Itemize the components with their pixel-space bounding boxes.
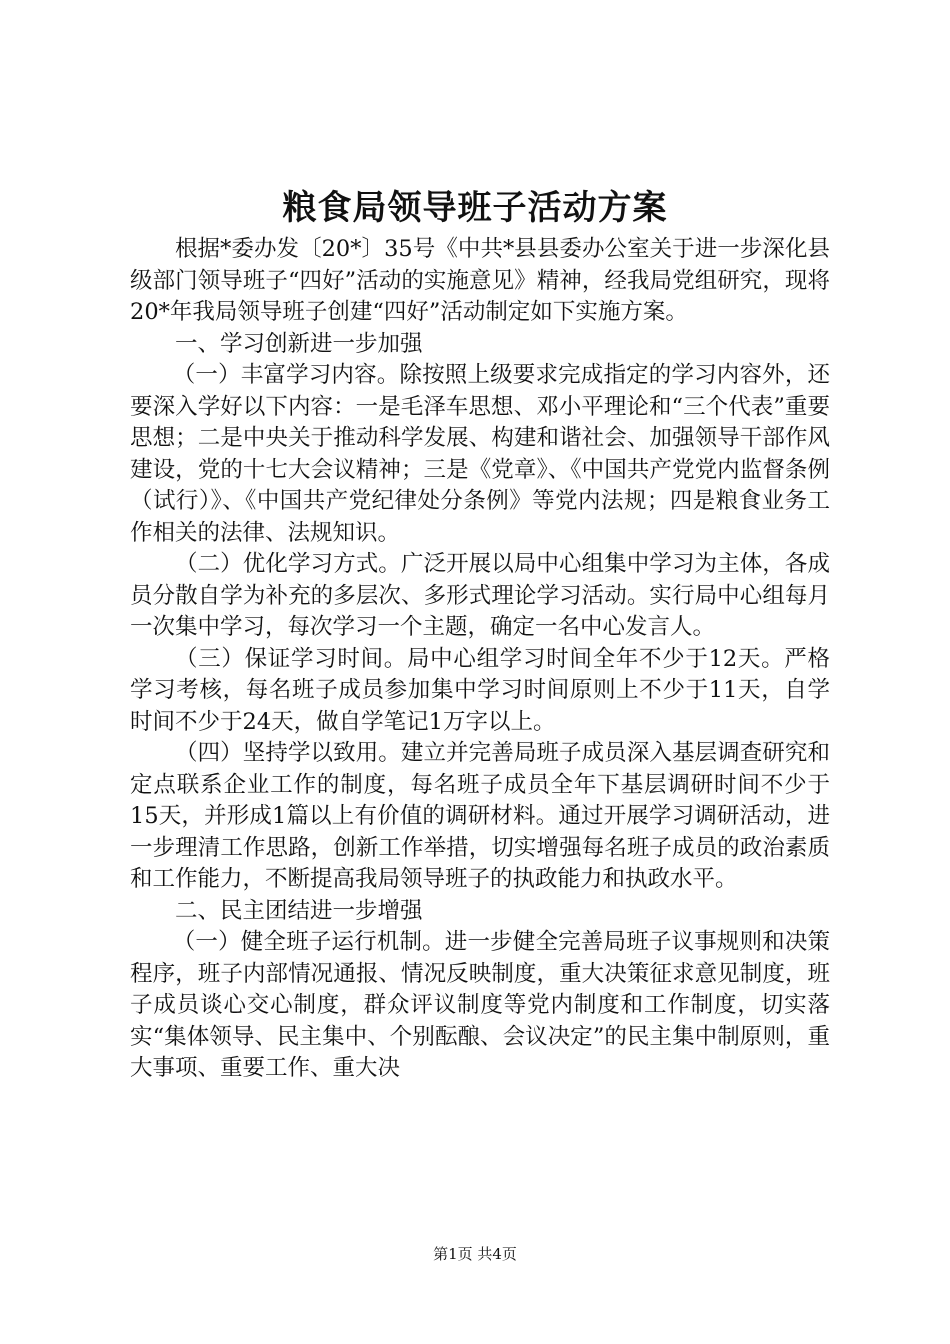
paragraph: 根据*委办发〔20*〕35号《中共*县县委办公室关于进一步深化县级部门领导班子“四好”活动的实施意见》精神，经我局党组研究，现将20*年我局领导班子创建“四好”活动制定如下实施方案。	[130, 236, 830, 325]
paragraph: （三）保证学习时间。局中心组学习时间全年不少于12天。严格学习考核，每名班子成员参加集中学习时间原则上不少于11天，自学时间不少于24天，做自学笔记1万字以上。	[130, 645, 830, 735]
page-footer: 第1页 共4页	[433, 1245, 517, 1263]
paragraph: （四）坚持学以致用。建立并完善局班子成员深入基层调查研究和定点联系企业工作的制度，每名班子成员全年下基层调研时间不少于15天，并形成1篇以上有价值的调研材料。通过开展学习调研活动，进一步理清工作思路，创新工作举措，切实增强每名班子成员的政治素质和工作能力，不断提高我局领导班子的执政能力和执政水平。	[130, 740, 830, 892]
paragraph: （二）优化学习方式。广泛开展以局中心组集中学习为主体，各成员分散自学为补充的多层次、多形式理论学习活动。实行局中心组每月一次集中学习，每次学习一个主题，确定一名中心发言人。	[130, 551, 830, 640]
document-body	[130, 234, 830, 1085]
paragraph: （一）健全班子运行机制。进一步健全完善局班子议事规则和决策程序，班子内部情况通报、情况反映制度，重大决策征求意见制度，班子成员谈心交心制度，群众评议制度等党内制度和工作制度，切实落实“集体领导、民主集中、个别酝酿、会议决定”的民主集中制原则，重大事项、重要工作、重大决	[130, 929, 830, 1081]
section-heading: 一、学习创新进一步加强	[175, 330, 423, 357]
document-title: 粮食局领导班子活动方案	[282, 188, 668, 228]
paragraph: （一）丰富学习内容。除按照上级要求完成指定的学习内容外，还要深入学好以下内容：一是毛泽车思想、邓小平理论和“三个代表”重要思想；二是中央关于推动科学发展、构建和谐社会、加强领导干部作风建设，党的十七大会议精神；三是《党章》、《中国共产党党内监督条例（试行）》、《中国共产党纪律处分条例》等党内法规；四是粮食业务工作相关的法律、法规知识。	[130, 362, 830, 546]
section-heading: 二、民主团结进一步增强	[175, 897, 423, 924]
